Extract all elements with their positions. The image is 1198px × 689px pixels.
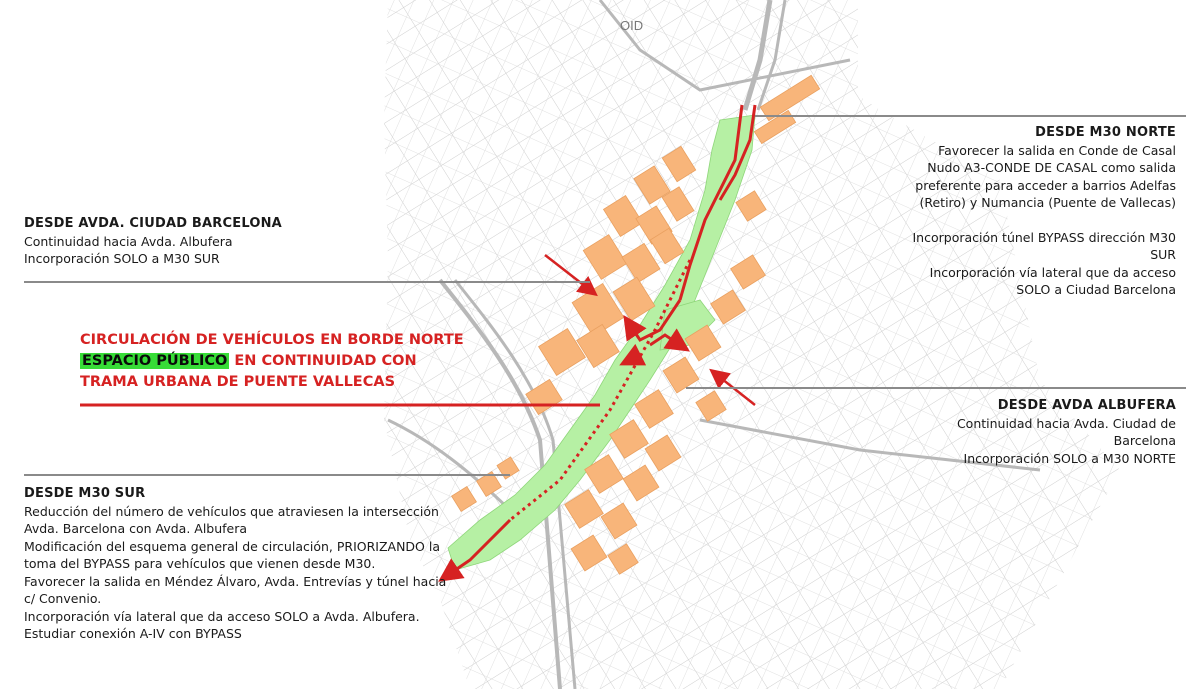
north-line: Incorporación vía lateral que da acceso [929,264,1176,280]
south-line: Reducción del número de vehículos que atraviesen la intersección [24,503,439,519]
south-info-block [24,485,446,643]
albufera-line: Incorporación SOLO a M30 NORTE [963,450,1176,466]
barcelona-line: Incorporación SOLO a M30 SUR [24,251,220,266]
red-title-line-2 [80,351,464,372]
albufera-line: Continuidad hacia Avda. Ciudad de [956,415,1176,431]
street-grid [384,0,1120,689]
south-line: Favorecer la salida en Méndez Álvaro, Avda. Entrevías y túnel hacia [24,573,447,589]
north-title: DESDE M30 NORTE [1035,125,1176,140]
north-line-spacer [913,212,1177,229]
south-line: Modificación del esquema general de circulación, PRIORIZANDO la [24,538,441,554]
barcelona-title: DESDE AVDA. CIUDAD BARCELONA [24,216,282,231]
south-line: Estudiar conexión A-IV con BYPASS [24,626,242,641]
green-highlight: ESPACIO PÚBLICO [82,353,228,369]
red-title-line-1: CIRCULACIÓN DE VEHÍCULOS EN BORDE NORTE [80,332,464,348]
north-line: preferente para acceder a barrios Adelfas [915,177,1176,193]
south-line: Avda. Barcelona con Avda. Albufera [24,521,248,536]
red-title-line-3: TRAMA URBANA DE PUENTE VALLECAS [80,374,396,390]
red-title-line-2-rest: EN CONTINUIDAD CON [229,353,417,369]
map-label: OID [620,18,644,33]
albufera-line: Barcelona [1113,433,1176,448]
north-line: (Retiro) y Numancia (Puente de Vallecas) [919,195,1176,210]
albufera-info-block [957,397,1176,467]
south-line: toma del BYPASS para vehículos que vienen desde M30. [24,556,376,571]
north-line: SOLO a Ciudad Barcelona [1016,282,1176,297]
north-info-block [913,124,1177,299]
south-line: Incorporación vía lateral que da acceso SOLO a Avda. Albufera. [24,608,420,624]
barcelona-line: Continuidad hacia Avda. Albufera [24,233,233,249]
albufera-title: DESDE AVDA ALBUFERA [997,398,1176,413]
south-title: DESDE M30 SUR [24,486,146,501]
north-line: Nudo A3-CONDE DE CASAL como salida [927,160,1176,175]
north-line: Favorecer la salida en Conde de Casal [938,142,1176,158]
north-line: SUR [1150,247,1176,262]
south-line: c/ Convenio. [24,591,102,606]
north-line: Incorporación túnel BYPASS dirección M30 [912,229,1176,245]
red-title-block [80,330,464,393]
barcelona-info-block [24,215,282,268]
